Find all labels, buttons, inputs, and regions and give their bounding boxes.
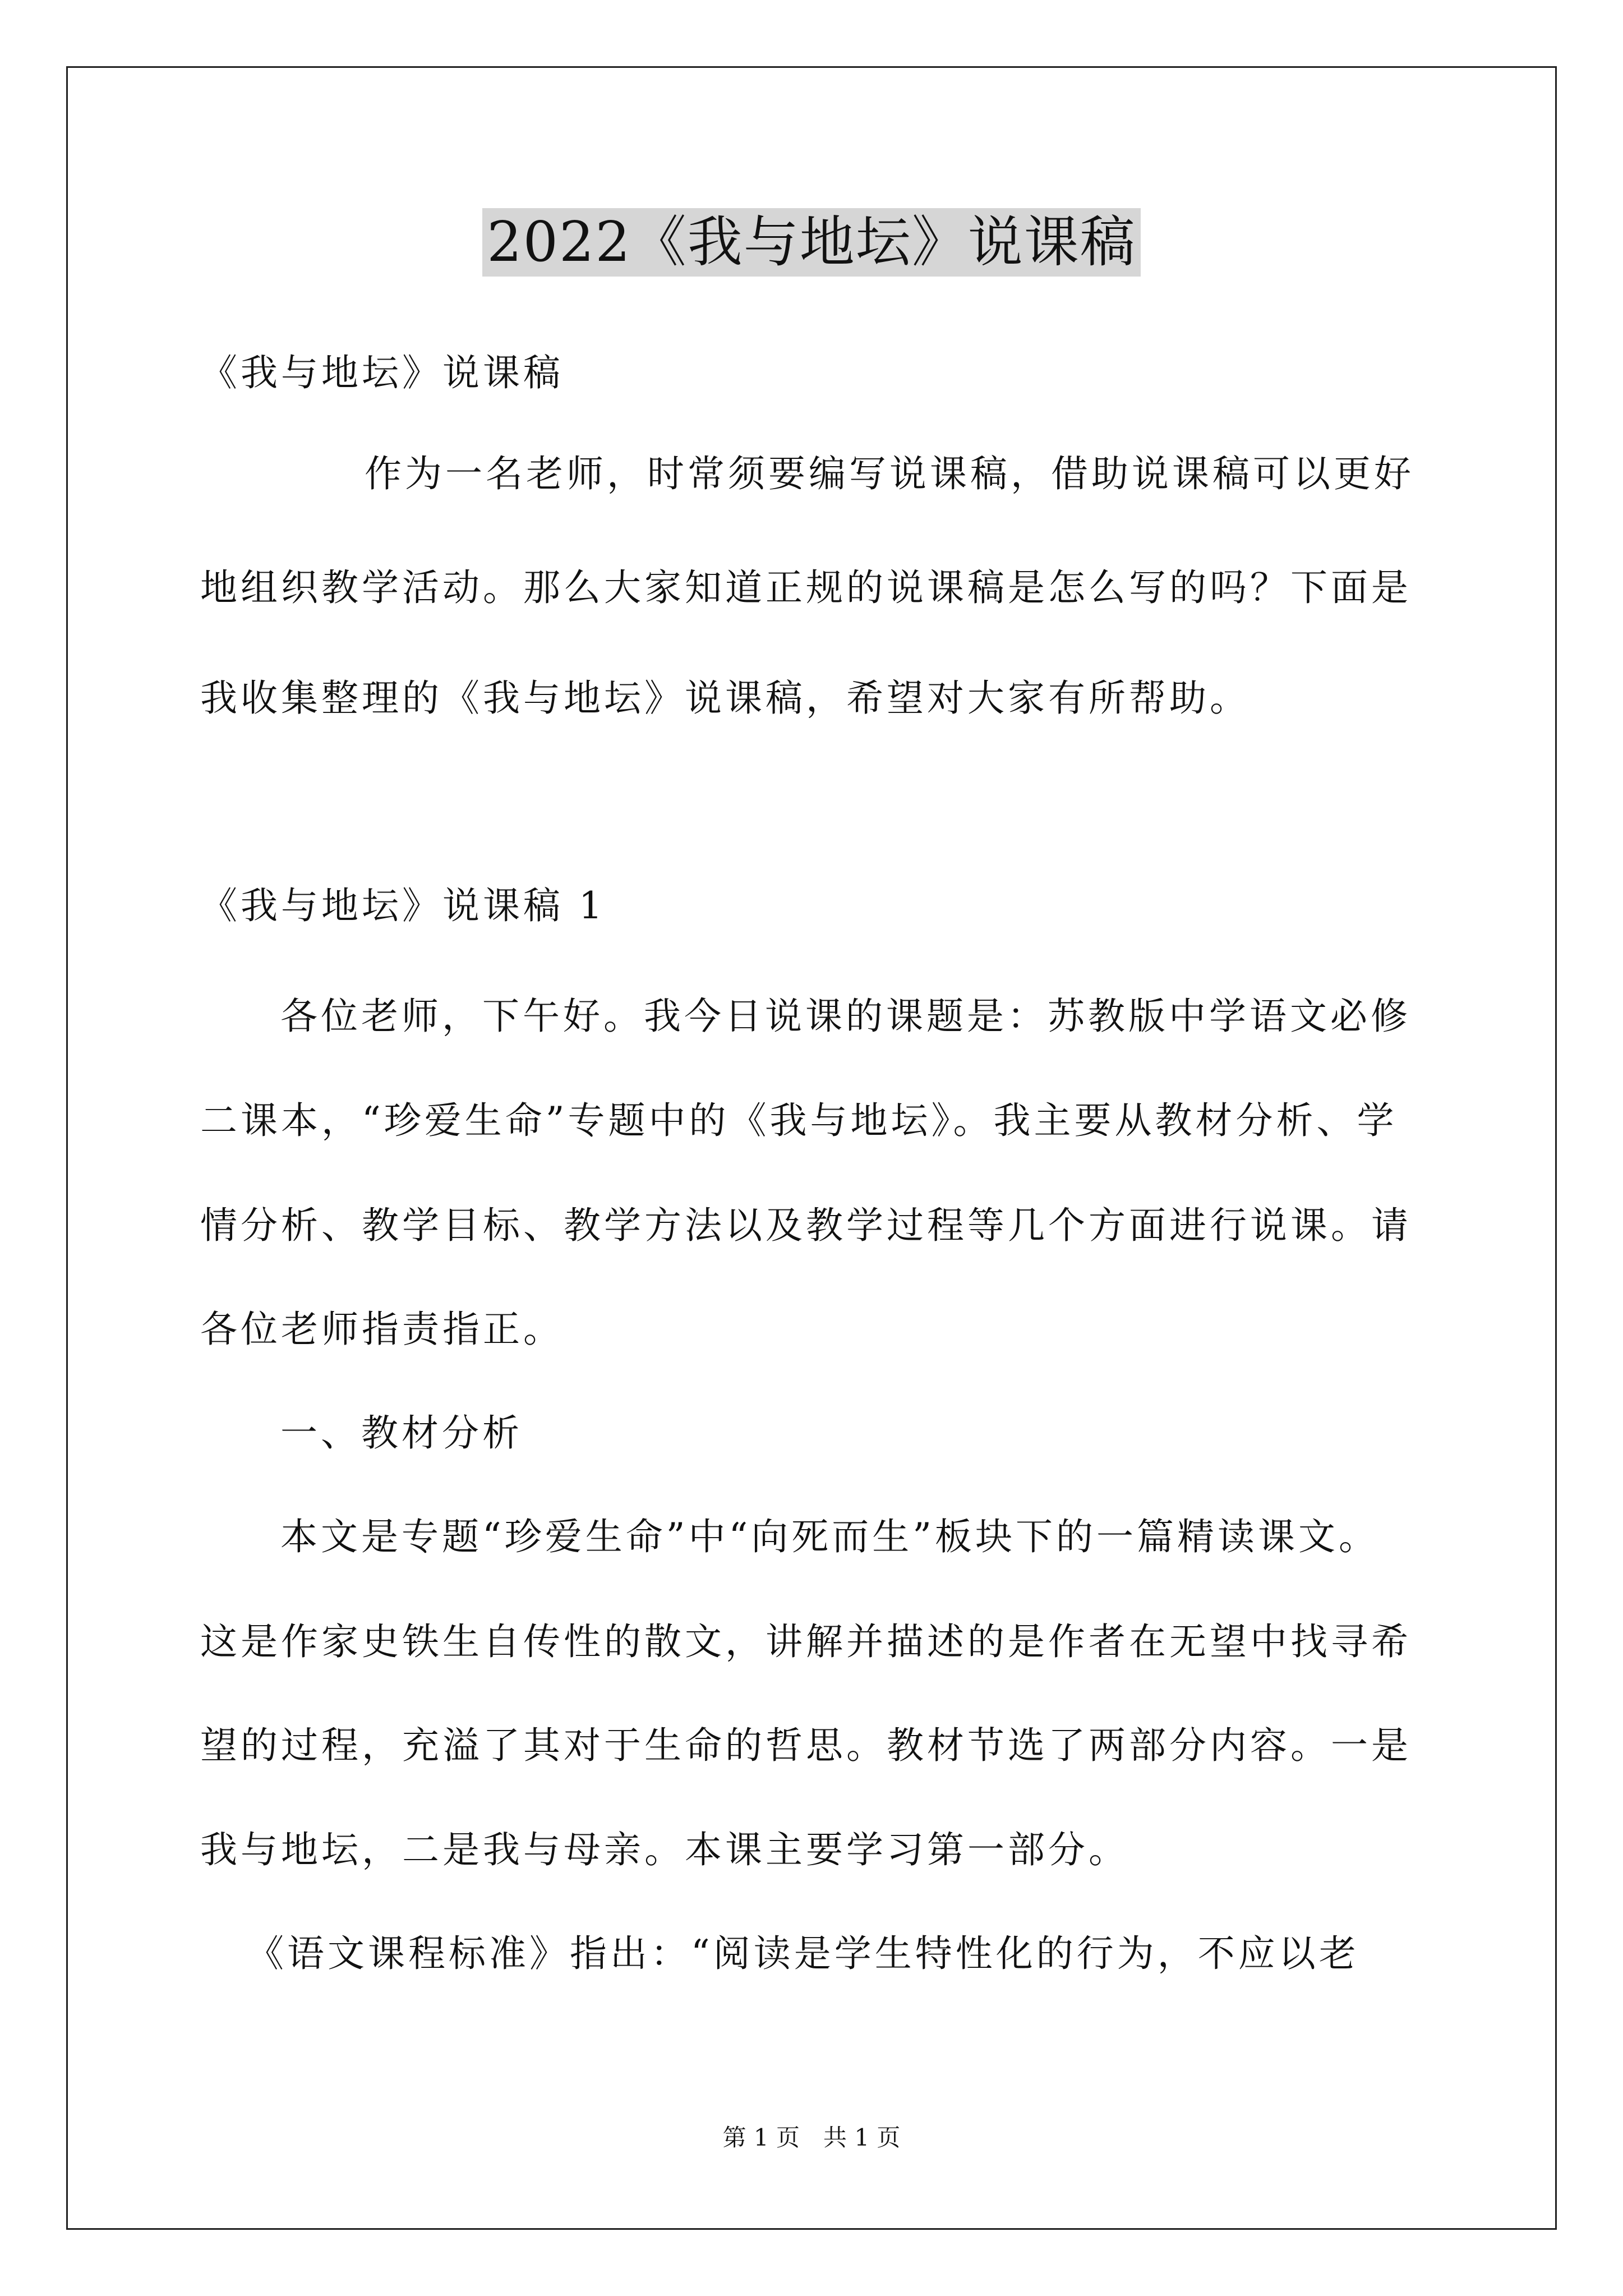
para1-line-2: 二课本，“珍爱生命”专题中的《我与地坛》。我主要从教材分析、学 [200,1099,1398,1142]
para1-line-1: 各位老师，下午好。我今日说课的课题是：苏教版中学语文必修 [280,995,1411,1038]
document-title-text: 2022《我与地坛》说课稿 [482,208,1140,277]
para1-line-3: 情分析、教学目标、教学方法以及教学过程等几个方面进行说课。请 [200,1204,1412,1247]
para2-line-2: 这是作家史铁生自传性的散文，讲解并描述的是作者在无望中找寻希 [200,1620,1412,1663]
section-heading: 《我与地坛》说课稿 1 [200,884,606,927]
document-title [0,203,1623,282]
intro-line-3: 我收集整理的《我与地坛》说课稿，希望对大家有所帮助。 [200,677,1250,720]
para2-line-4: 我与地坛，二是我与母亲。本课主要学习第一部分。 [200,1828,1129,1871]
intro-line-1: 作为一名老师，时常须要编写说课稿，借助说课稿可以更好 [365,452,1414,495]
subheading-textbook-analysis: 一、教材分析 [280,1411,523,1455]
page-footer: 第 1 页 共 1 页 [722,2124,901,2151]
para2-line-1: 本文是专题“珍爱生命”中“向死而生”板块下的一篇精读课文。 [280,1515,1379,1558]
subtitle-line: 《我与地坛》说课稿 [200,351,564,394]
para2-line-3: 望的过程，充溢了其对于生命的哲思。教材节选了两部分内容。一是 [200,1724,1412,1767]
para3-line-1: 《语文课程标准》指出：“阅读是学生特性化的行为，不应以老 [247,1932,1359,1975]
para1-line-4: 各位老师指责指正。 [200,1308,564,1351]
intro-line-2: 地组织教学活动。那么大家知道正规的说课稿是怎么写的吗？下面是 [200,566,1412,609]
